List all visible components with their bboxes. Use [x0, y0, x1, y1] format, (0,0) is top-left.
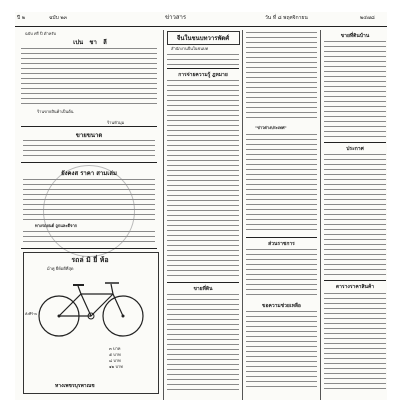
section-rule [324, 280, 386, 281]
body-text-block [246, 32, 317, 122]
ad-title: ยังคงส ราคา สามเล่ม [61, 170, 117, 177]
quote-heading: "ข่าวต่างประเทศ" [255, 125, 287, 130]
column-headline: จีนในชนบทวารพัดศ์ [176, 35, 230, 42]
bicycle-subtitle: ม้าคู่ ยี่ห้อดีที่สุด [47, 266, 74, 271]
section-rule [167, 68, 239, 69]
masthead-word: เปน [73, 39, 84, 46]
header-volume: ปี ๒ [17, 15, 26, 21]
header-issue: ฉบับ ๒๓ [49, 15, 68, 21]
header-date: วัน ที่ ๘ พฤศจิกายน [265, 15, 308, 21]
body-text-block [246, 311, 317, 391]
body-text-block [324, 154, 386, 279]
column-headline: ส่วนราชการ [268, 241, 295, 247]
ad-text-block [23, 140, 155, 160]
section-rule [324, 142, 386, 143]
price-list [109, 346, 123, 370]
section-rule [21, 248, 157, 249]
masthead-line: ฉบับ ศรี ปี ตำหรับ [25, 31, 57, 36]
column-headline: การจ่ายความรู้ ฎหมาย [178, 72, 228, 78]
body-text-block [167, 54, 239, 69]
column-headline: ประกาศ [346, 146, 364, 152]
price-item: ๕ บาท [109, 352, 121, 357]
section-rule [21, 126, 157, 127]
masthead-word: ลี [103, 39, 107, 46]
header-title: ข่าวสาร [165, 14, 187, 21]
masthead-word: ชา [89, 39, 97, 46]
column-headline: ขายที่ดิน [193, 286, 213, 292]
body-text-block [167, 294, 239, 394]
column-divider [320, 30, 321, 400]
notice-line: ร้านขายสินค้าเป็นต้น [37, 109, 74, 114]
page-header [15, 12, 387, 26]
body-text-block [21, 48, 157, 108]
body-text-block [324, 41, 386, 141]
bicycle-frame [81, 294, 113, 316]
header-number: ๒๔๗๘ [360, 15, 375, 21]
column-divider [242, 30, 243, 400]
ad-text-block [23, 231, 155, 246]
bicycle-footer: ห้างเพชรบุรีพาณิช [55, 384, 95, 389]
body-text-block [246, 249, 317, 299]
header-rule [15, 26, 387, 27]
side-note: สั่งที่ร้าน [25, 312, 38, 316]
column-subhead: สำนักงานจีนในชนบท [171, 46, 209, 51]
bicycle-illustration [35, 274, 147, 340]
price-item: ๘ บาท [109, 358, 121, 363]
price-item: ๓ บาท [109, 346, 121, 351]
ad-title: ขายขนาด [75, 132, 103, 139]
body-text-block [324, 293, 386, 393]
ad-subtitle: ทางรถยนต์ ถูกและดีจาก [35, 223, 78, 228]
bicycle-title: รถล่ มิ ยี่ ห้อ [71, 255, 109, 264]
section-rule [246, 237, 317, 238]
newspaper-page [15, 12, 387, 400]
bicycle-seatpost [78, 286, 81, 294]
section-rule [21, 162, 157, 163]
column-headline: ขายที่ดินบ้าน [340, 33, 370, 39]
body-text-block [246, 134, 317, 234]
body-text-block [167, 80, 239, 280]
masthead-words [25, 37, 155, 47]
bicycle-stem [111, 284, 113, 294]
section-rule [167, 282, 239, 283]
column-divider [163, 30, 164, 400]
column-headline: ขอความช่วยเหลือ [262, 303, 301, 309]
price-item: ๑๒ บาท [109, 364, 123, 369]
ad-text-block [23, 179, 155, 224]
notice-line: ร้านหัวมุม [107, 120, 125, 125]
column-headline: ตารางราคาสินค้า [335, 284, 375, 290]
